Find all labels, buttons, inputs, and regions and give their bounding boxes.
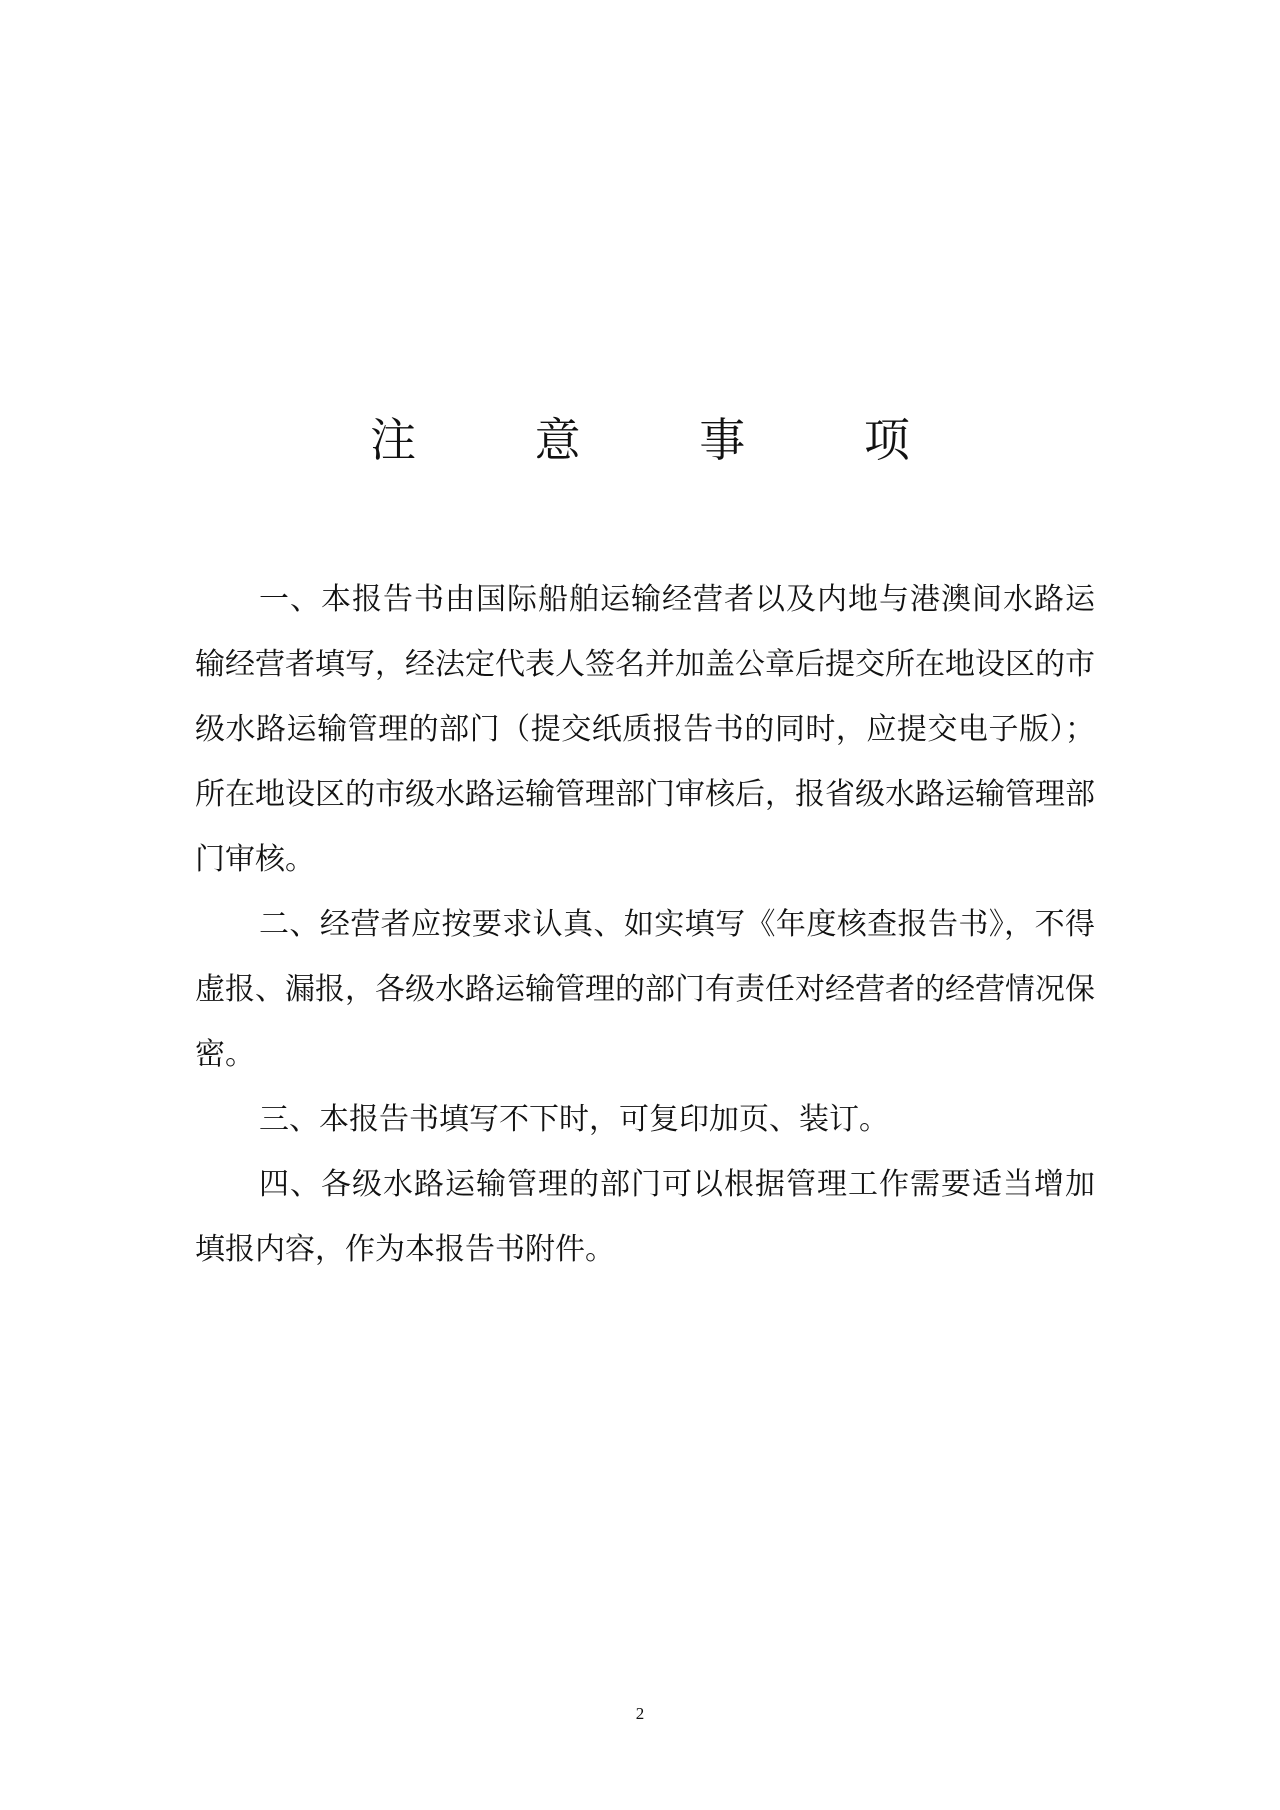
notice-paragraph-3: 三、本报告书填写不下时，可复印加页、装订。 bbox=[259, 1102, 889, 1137]
page-number: 2 bbox=[635, 1704, 645, 1723]
notice-paragraph-4: 四、各级水路运输管理的部门可以根据管理工作需要适当增加填报内容，作为本报告书附件。 bbox=[195, 1167, 1095, 1267]
notice-paragraph-1: 一、本报告书由国际船舶运输经营者以及内地与港澳间水路运输经营者填写，经法定代表人签名并加盖公章后提交所在地设区的市级水路运输管理的部门（提交纸质报告书的同时，应提交电子版）；所在地设区的市级水路运输管理部门审核后，报省级水路运输管理部门审核。 bbox=[195, 582, 1095, 877]
notice-paragraph-2: 二、经营者应按要求认真、如实填写《年度核查报告书》，不得虚报、漏报，各级水路运输管理的部门有责任对经营者的经营情况保密。 bbox=[195, 907, 1095, 1072]
notice-body bbox=[195, 567, 1095, 1282]
page-title: 注 意 事 项 bbox=[370, 413, 962, 467]
